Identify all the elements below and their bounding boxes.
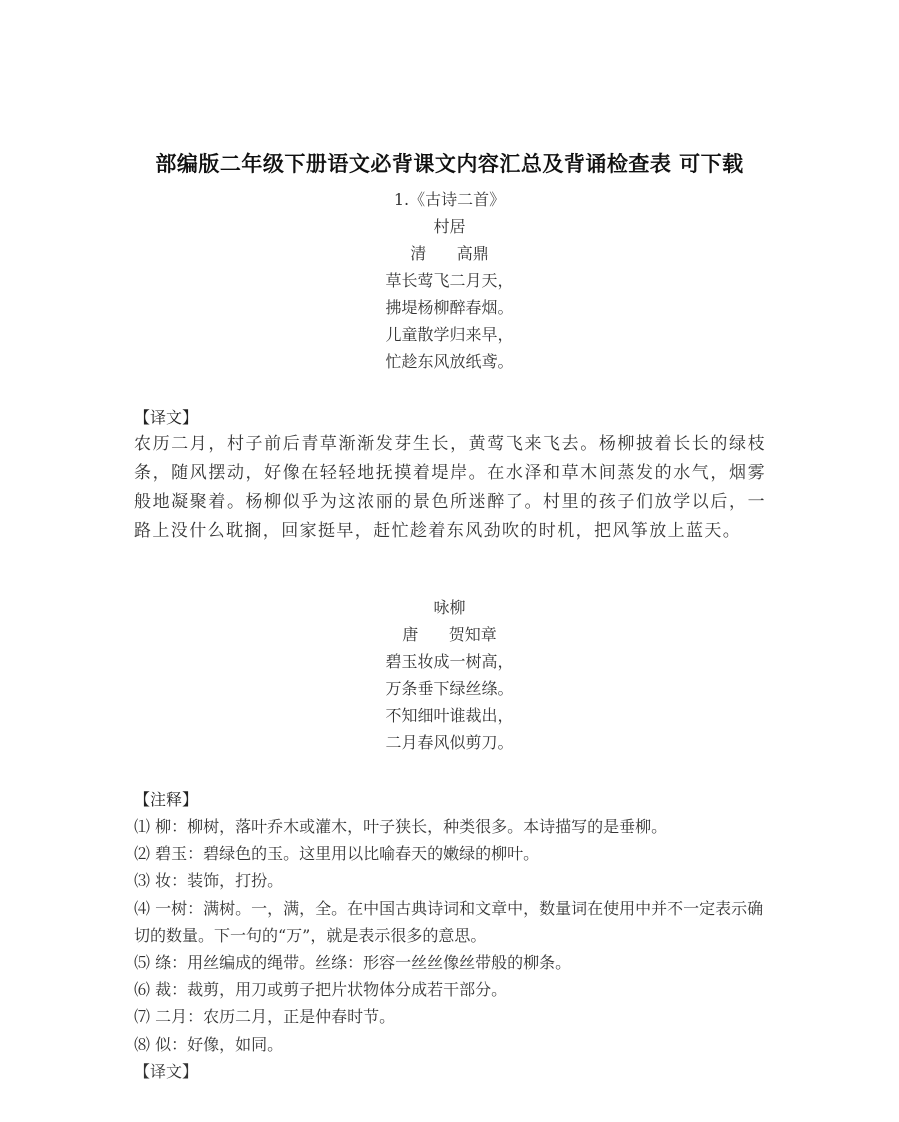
poem-line: 二月春风似剪刀。	[385, 733, 514, 752]
poem-line: 碧玉妆成一树高，	[385, 652, 514, 671]
poem-yongliu	[0, 594, 899, 756]
notes-label: 【注释】	[134, 790, 199, 809]
section-heading: 1.《古诗二首》	[393, 190, 506, 209]
note-item: ⑷ 一树：满树。一，满，全。在中国古典诗词和文章中，数量词在使用中并不一定表示确切的数量。下一句的“万”，就是表示很多的意思。	[134, 898, 764, 945]
note-item: ⑵ 碧玉：碧绿色的玉。这里用以比喻春天的嫩绿的柳叶。	[134, 844, 540, 864]
poem-line: 儿童散学归来早，	[385, 325, 514, 344]
page-title: 部编版二年级下册语文必背课文内容汇总及背诵检查表 可下载	[155, 152, 744, 176]
notes-list	[134, 813, 774, 1085]
poem-line: 草长莺飞二月天，	[385, 271, 514, 290]
translation-text: 农历二月，村子前后青草渐渐发芽生长，黄莺飞来飞去。杨柳披着长长的绿枝条，随风摆动，好像在轻轻地抚摸着堤岸。在水泽和草木间蒸发的水气，烟雾般地凝聚着。杨柳似乎为这浓丽的景色所迷醉了。村里的孩子们放学以后，一路上没什么耽搁，回家挺早，赶忙趁着东风劲吹的时机，把风筝放上蓝天。	[134, 434, 766, 541]
note-item: ⑹ 裁：裁剪，用刀或剪子把片状物体分成若干部分。	[134, 980, 508, 1000]
note-item: ⑶ 妆：装饰，打扮。	[134, 871, 284, 891]
poem-line: 拂堤杨柳醉春烟。	[385, 298, 514, 317]
poem-title: 咏柳	[433, 598, 466, 617]
poem-line: 万条垂下绿丝绦。	[385, 679, 514, 698]
poem-author: 清 高鼎	[410, 244, 489, 263]
note-item: ⑻ 似：好像，如同。	[134, 1034, 284, 1054]
poem-author: 唐 贺知章	[402, 625, 497, 644]
poem-line: 不知细叶谁裁出，	[385, 706, 514, 725]
note-item: ⑺ 二月：农历二月，正是仲春时节。	[134, 1007, 396, 1027]
note-item: ⑸ 绦：用丝编成的绳带。丝绦：形容一丝丝像丝带般的柳条。	[134, 953, 572, 973]
translation-label: 【译文】	[134, 408, 199, 427]
translation-label: 【译文】	[134, 1061, 199, 1081]
note-item: ⑴ 柳：柳树，落叶乔木或灌木，叶子狭长，种类很多。本诗描写的是垂柳。	[134, 817, 668, 836]
poem-line: 忙趁东风放纸鸢。	[385, 352, 514, 371]
poem-title: 村居	[433, 217, 466, 236]
poem-cunju	[0, 186, 899, 375]
